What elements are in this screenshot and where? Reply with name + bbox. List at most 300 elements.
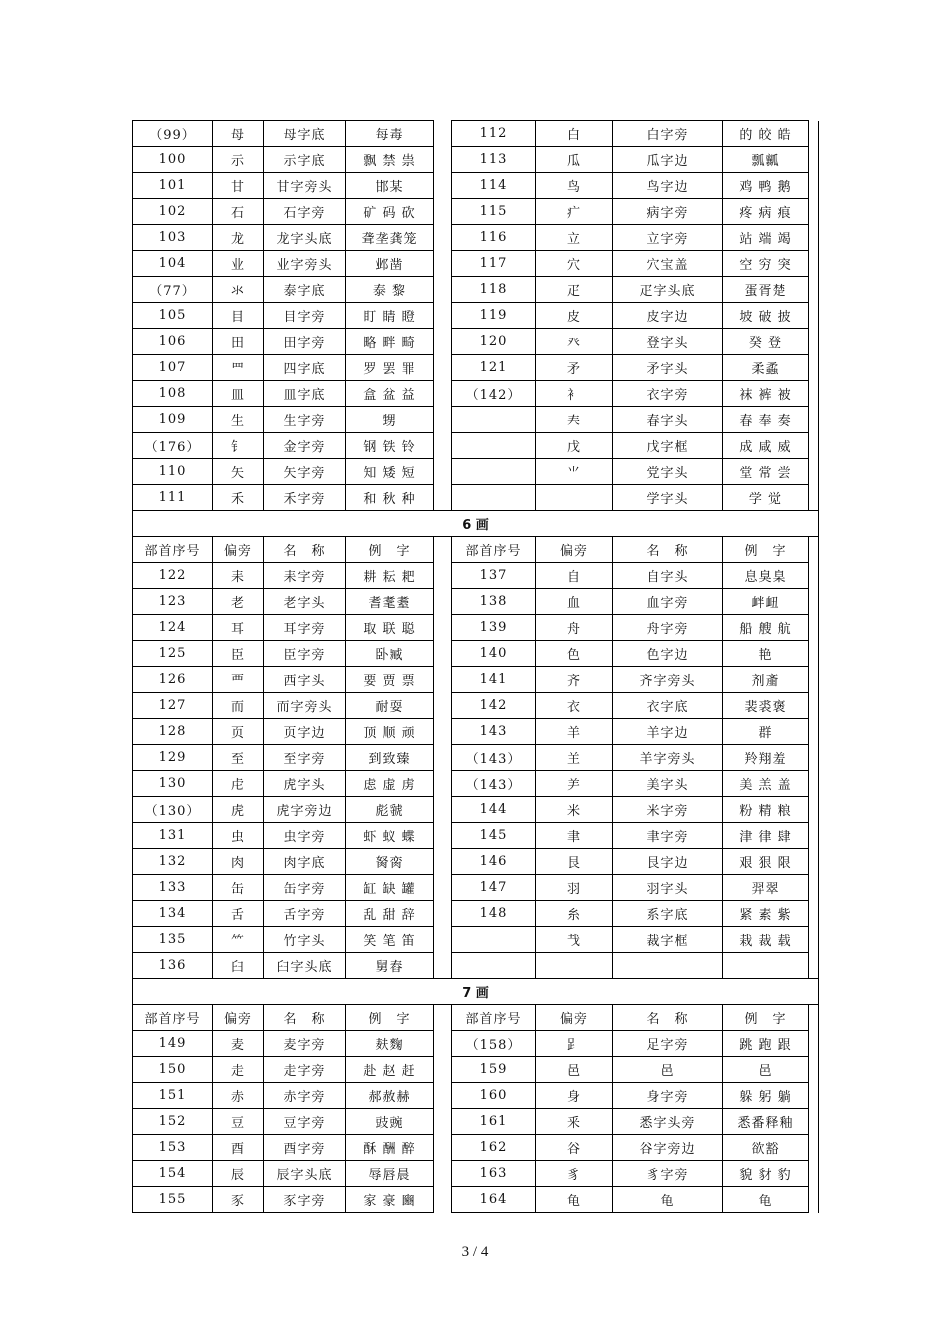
radical-index-cell: 114 [452, 173, 536, 199]
radical-cell: 肉 [213, 849, 264, 875]
radical-cell: 覀 [213, 667, 264, 693]
radical-cell: 虍 [213, 771, 264, 797]
radical-index-cell: 163 [452, 1161, 536, 1187]
right-margin-cell [809, 589, 819, 615]
stroke-section-title: 6 画 [133, 511, 819, 537]
radical-name-cell: 春字头 [613, 407, 723, 433]
radical-name-cell: 白字旁 [613, 121, 723, 147]
column-gap [434, 199, 452, 225]
radical-cell: 羊 [536, 719, 613, 745]
radical-cell: 瓜 [536, 147, 613, 173]
example-chars-cell: 衅衄 [723, 589, 809, 615]
radical-cell: 酉 [213, 1135, 264, 1161]
right-margin-cell [809, 849, 819, 875]
radical-name-cell: 裁字框 [613, 927, 723, 953]
stroke-section-title-row [133, 979, 819, 1005]
table-row [133, 1187, 819, 1213]
column-gap [434, 953, 452, 979]
radical-index-cell: （158） [452, 1031, 536, 1057]
example-chars-cell: 罗 罢 罪 [346, 355, 434, 381]
radical-name-cell: 四字底 [264, 355, 346, 381]
radical-index-cell: 107 [133, 355, 213, 381]
table-row [133, 251, 819, 277]
column-gap [434, 1109, 452, 1135]
column-gap [434, 147, 452, 173]
radical-cell: 臣 [213, 641, 264, 667]
radical-name-cell: 血字旁 [613, 589, 723, 615]
example-chars-cell: 艳 [723, 641, 809, 667]
example-chars-cell: 羚翔羞 [723, 745, 809, 771]
radical-index-cell: 141 [452, 667, 536, 693]
radical-name-cell: 聿字旁 [613, 823, 723, 849]
column-gap [434, 1031, 452, 1057]
table-row [133, 875, 819, 901]
radical-index-cell: 159 [452, 1057, 536, 1083]
column-gap [434, 849, 452, 875]
radical-index-cell: 124 [133, 615, 213, 641]
radical-cell: 老 [213, 589, 264, 615]
column-gap [434, 1161, 452, 1187]
radical-name-cell: 戊字框 [613, 433, 723, 459]
example-chars-cell: 辱唇晨 [346, 1161, 434, 1187]
column-header: 例 字 [723, 1005, 809, 1031]
radical-cell: 癶 [536, 329, 613, 355]
radical-index-cell: 143 [452, 719, 536, 745]
radical-name-cell: 缶字旁 [264, 875, 346, 901]
column-gap [434, 537, 452, 563]
radical-name-cell: 虫字旁 [264, 823, 346, 849]
column-header: 部首序号 [133, 1005, 213, 1031]
radical-index-cell: 133 [133, 875, 213, 901]
example-chars-cell: 悉番释釉 [723, 1109, 809, 1135]
column-gap [434, 927, 452, 953]
radical-cell: 色 [536, 641, 613, 667]
radical-name-cell: 麦字旁 [264, 1031, 346, 1057]
table-row [133, 719, 819, 745]
right-margin-cell [809, 1005, 819, 1031]
table-row [133, 147, 819, 173]
radical-name-cell: 矛字头 [613, 355, 723, 381]
radical-name-cell: 邑 [613, 1057, 723, 1083]
radical-table-body [133, 121, 819, 1213]
column-gap [434, 277, 452, 303]
right-margin-cell [809, 433, 819, 459]
radical-index-cell: 134 [133, 901, 213, 927]
radical-index-cell: 123 [133, 589, 213, 615]
radical-cell: ⺌ [536, 459, 613, 485]
radical-name-cell: 肉字底 [264, 849, 346, 875]
radical-index-cell: 132 [133, 849, 213, 875]
radical-name-cell: 学字头 [613, 485, 723, 511]
radical-name-cell: 谷字旁边 [613, 1135, 723, 1161]
radical-cell: 身 [536, 1083, 613, 1109]
example-chars-cell: 艰 狠 限 [723, 849, 809, 875]
example-chars-cell: 到致臻 [346, 745, 434, 771]
radical-name-cell: 龙字头底 [264, 225, 346, 251]
example-chars-cell: 知 矮 短 [346, 459, 434, 485]
radical-cell: 氺 [213, 277, 264, 303]
radical-cell: 至 [213, 745, 264, 771]
column-gap [434, 225, 452, 251]
right-margin-cell [809, 1031, 819, 1057]
radical-name-cell: 赤字旁 [264, 1083, 346, 1109]
radical-index-cell: 112 [452, 121, 536, 147]
radical-index-cell: 161 [452, 1109, 536, 1135]
radical-cell: 糸 [536, 901, 613, 927]
radical-cell: 舌 [213, 901, 264, 927]
example-chars-cell: 虑 虚 虏 [346, 771, 434, 797]
radical-cell: 虫 [213, 823, 264, 849]
right-margin-cell [809, 875, 819, 901]
radical-name-cell: 瓜字边 [613, 147, 723, 173]
radical-name-cell: 舟字旁 [613, 615, 723, 641]
radical-cell: 𧾷 [536, 1031, 613, 1057]
radical-index-cell: 164 [452, 1187, 536, 1213]
radical-index-cell: 151 [133, 1083, 213, 1109]
column-gap [434, 1005, 452, 1031]
radical-index-cell: 155 [133, 1187, 213, 1213]
example-chars-cell: 卧臧 [346, 641, 434, 667]
column-gap [434, 719, 452, 745]
table-row [133, 459, 819, 485]
example-chars-cell: 郝赦赫 [346, 1083, 434, 1109]
example-chars-cell: 春 奉 奏 [723, 407, 809, 433]
right-margin-cell [809, 1057, 819, 1083]
radical-index-cell: 138 [452, 589, 536, 615]
radical-name-cell: 衣字旁 [613, 381, 723, 407]
column-header: 偏旁 [536, 1005, 613, 1031]
right-margin-cell [809, 459, 819, 485]
radical-cell: 龟 [536, 1187, 613, 1213]
radical-index-cell: 136 [133, 953, 213, 979]
example-chars-cell: 津 律 肆 [723, 823, 809, 849]
table-row [133, 823, 819, 849]
radical-index-cell: 118 [452, 277, 536, 303]
radical-index-cell [452, 459, 536, 485]
table-row [133, 745, 819, 771]
table-row [133, 901, 819, 927]
example-chars-cell: 站 端 竭 [723, 225, 809, 251]
column-gap [434, 901, 452, 927]
example-chars-cell: 息臭臬 [723, 563, 809, 589]
stroke-section-title: 7 画 [133, 979, 819, 1005]
example-chars-cell: 取 联 聪 [346, 615, 434, 641]
radical-name-cell: 石字旁 [264, 199, 346, 225]
radical-name-cell: 豕字旁 [264, 1187, 346, 1213]
radical-name-cell: 酉字旁 [264, 1135, 346, 1161]
example-chars-cell: 剂齑 [723, 667, 809, 693]
table-row [133, 953, 819, 979]
radical-index-cell: 150 [133, 1057, 213, 1083]
table-row [133, 121, 819, 147]
radical-cell: 甘 [213, 173, 264, 199]
radical-index-cell [452, 927, 536, 953]
radical-index-cell: （142） [452, 381, 536, 407]
column-gap [434, 329, 452, 355]
column-gap [434, 823, 452, 849]
example-chars-cell: 群 [723, 719, 809, 745]
radical-name-cell: 目字旁 [264, 303, 346, 329]
radical-index-cell: 126 [133, 667, 213, 693]
radical-cell: 辰 [213, 1161, 264, 1187]
example-chars-cell: 癸 登 [723, 329, 809, 355]
example-chars-cell: 堂 常 尝 [723, 459, 809, 485]
column-gap [434, 615, 452, 641]
radical-index-cell: 102 [133, 199, 213, 225]
radical-index-cell: 154 [133, 1161, 213, 1187]
radical-index-cell: 131 [133, 823, 213, 849]
radical-cell: 鸟 [536, 173, 613, 199]
example-chars-cell: 疼 病 痕 [723, 199, 809, 225]
column-gap [434, 121, 452, 147]
radical-index-cell: 147 [452, 875, 536, 901]
radical-index-cell: 152 [133, 1109, 213, 1135]
table-row [133, 433, 819, 459]
column-header: 名 称 [264, 537, 346, 563]
table-row [133, 641, 819, 667]
radical-cell: 目 [213, 303, 264, 329]
radical-name-cell: 示字底 [264, 147, 346, 173]
radical-name-cell: 至字旁 [264, 745, 346, 771]
radical-index-cell: 101 [133, 173, 213, 199]
radical-index-cell: 162 [452, 1135, 536, 1161]
example-chars-cell: 矿 码 砍 [346, 199, 434, 225]
radical-name-cell: 禾字旁 [264, 485, 346, 511]
radical-index-cell [452, 433, 536, 459]
radical-name-cell: 虎字旁边 [264, 797, 346, 823]
radical-name-cell: 党字头 [613, 459, 723, 485]
radical-cell: 麦 [213, 1031, 264, 1057]
column-header: 名 称 [613, 537, 723, 563]
table-row [133, 693, 819, 719]
example-chars-cell: 紧 素 紫 [723, 901, 809, 927]
example-chars-cell: 盒 盆 益 [346, 381, 434, 407]
radical-index-cell: 100 [133, 147, 213, 173]
radical-cell: 舟 [536, 615, 613, 641]
radical-name-cell: 羽字头 [613, 875, 723, 901]
example-chars-cell: 钢 铁 铃 [346, 433, 434, 459]
example-chars-cell: 乱 甜 辞 [346, 901, 434, 927]
example-chars-cell: 缸 缺 罐 [346, 875, 434, 901]
radical-index-cell: 153 [133, 1135, 213, 1161]
radical-cell: 疋 [536, 277, 613, 303]
radical-cell [536, 485, 613, 511]
example-chars-cell: 盯 睛 瞪 [346, 303, 434, 329]
radical-index-cell: 129 [133, 745, 213, 771]
radical-name-cell: 皮字边 [613, 303, 723, 329]
radical-name-cell: 艮字边 [613, 849, 723, 875]
right-margin-cell [809, 667, 819, 693]
radical-index-cell: 115 [452, 199, 536, 225]
example-chars-cell: 胬脔 [346, 849, 434, 875]
right-margin-cell [809, 641, 819, 667]
radical-cell [536, 953, 613, 979]
example-chars-cell: 泰 黎 [346, 277, 434, 303]
example-chars-cell: 跳 跑 跟 [723, 1031, 809, 1057]
example-chars-cell: 甥 [346, 407, 434, 433]
right-margin-cell [809, 719, 819, 745]
radical-index-cell: 149 [133, 1031, 213, 1057]
radical-name-cell: 豸字旁 [613, 1161, 723, 1187]
radical-name-cell [613, 953, 723, 979]
example-chars-cell: 和 秋 种 [346, 485, 434, 511]
radical-index-cell: （130） [133, 797, 213, 823]
example-chars-cell: 粉 精 粮 [723, 797, 809, 823]
radical-name-cell: 田字旁 [264, 329, 346, 355]
table-row [133, 1109, 819, 1135]
radical-name-cell: 耒字旁 [264, 563, 346, 589]
radical-cell: ⺮ [213, 927, 264, 953]
table-row [133, 927, 819, 953]
table-row [133, 1161, 819, 1187]
radical-index-cell: （176） [133, 433, 213, 459]
radical-cell: 血 [536, 589, 613, 615]
radical-index-cell: 105 [133, 303, 213, 329]
table-row [133, 303, 819, 329]
radical-index-cell: 128 [133, 719, 213, 745]
radical-name-cell: 虎字头 [264, 771, 346, 797]
example-chars-cell: 耆耄耋 [346, 589, 434, 615]
radical-index-cell: 142 [452, 693, 536, 719]
right-margin-cell [809, 771, 819, 797]
example-chars-cell: 耕 耘 耙 [346, 563, 434, 589]
radical-name-cell: 辰字头底 [264, 1161, 346, 1187]
column-header: 例 字 [723, 537, 809, 563]
column-header: 部首序号 [133, 537, 213, 563]
radical-cell: 龙 [213, 225, 264, 251]
column-header-row [133, 537, 819, 563]
radical-name-cell: 羊字边 [613, 719, 723, 745]
right-margin-cell [809, 329, 819, 355]
radical-name-cell: 羊字旁头 [613, 745, 723, 771]
radical-index-cell: （77） [133, 277, 213, 303]
right-margin-cell [809, 615, 819, 641]
radical-cell: 米 [536, 797, 613, 823]
table-row [133, 381, 819, 407]
example-chars-cell: 聋垄龚笼 [346, 225, 434, 251]
radical-name-cell: 疋字头底 [613, 277, 723, 303]
radical-index-cell: 160 [452, 1083, 536, 1109]
example-chars-cell: 要 贾 票 [346, 667, 434, 693]
example-chars-cell: 飘 禁 祟 [346, 147, 434, 173]
table-row [133, 277, 819, 303]
column-gap [434, 485, 452, 511]
right-margin-cell [809, 121, 819, 147]
example-chars-cell: 鸡 鸭 鹅 [723, 173, 809, 199]
radical-index-cell: 119 [452, 303, 536, 329]
right-margin-cell [809, 1187, 819, 1213]
example-chars-cell: 家 豪 豳 [346, 1187, 434, 1213]
example-chars-cell: 顶 顺 顽 [346, 719, 434, 745]
radical-index-cell: 116 [452, 225, 536, 251]
table-row [133, 485, 819, 511]
radical-index-cell: 144 [452, 797, 536, 823]
radical-cell: 羽 [536, 875, 613, 901]
radical-cell: 皿 [213, 381, 264, 407]
example-chars-cell: 袜 裤 被 [723, 381, 809, 407]
radical-cell: 石 [213, 199, 264, 225]
radical-cell: 衣 [536, 693, 613, 719]
right-margin-cell [809, 1109, 819, 1135]
radical-cell: 艮 [536, 849, 613, 875]
example-chars-cell: 的 皎 皓 [723, 121, 809, 147]
radical-name-cell: 舌字旁 [264, 901, 346, 927]
radical-name-cell: 业字旁头 [264, 251, 346, 277]
radical-index-cell: 108 [133, 381, 213, 407]
radical-cell: 田 [213, 329, 264, 355]
column-gap [434, 745, 452, 771]
radical-index-cell: 137 [452, 563, 536, 589]
radical-index-cell: 148 [452, 901, 536, 927]
example-chars-cell: 裴裘褒 [723, 693, 809, 719]
radical-name-cell: 齐字旁头 [613, 667, 723, 693]
column-gap [434, 303, 452, 329]
radical-name-cell: 矢字旁 [264, 459, 346, 485]
example-chars-cell: 邺凿 [346, 251, 434, 277]
column-gap [434, 589, 452, 615]
radical-name-cell: 足字旁 [613, 1031, 723, 1057]
radical-index-cell: （99） [133, 121, 213, 147]
table-row [133, 1031, 819, 1057]
column-gap [434, 1135, 452, 1161]
column-header: 例 字 [346, 537, 434, 563]
radical-index-cell: 111 [133, 485, 213, 511]
table-row [133, 1057, 819, 1083]
radical-name-cell: 立字旁 [613, 225, 723, 251]
right-margin-cell [809, 1161, 819, 1187]
right-margin-cell [809, 485, 819, 511]
column-gap [434, 407, 452, 433]
radical-index-cell: 145 [452, 823, 536, 849]
radical-index-cell: 139 [452, 615, 536, 641]
table-row [133, 589, 819, 615]
radical-index-cell: 127 [133, 693, 213, 719]
example-chars-cell: 虾 蚁 蝶 [346, 823, 434, 849]
right-margin-cell [809, 1083, 819, 1109]
radical-name-cell: 金字旁 [264, 433, 346, 459]
radical-name-cell: 登字头 [613, 329, 723, 355]
column-header: 部首序号 [452, 1005, 536, 1031]
page-number: 3 / 4 [461, 1244, 489, 1260]
example-chars-cell: 空 穷 突 [723, 251, 809, 277]
radical-cell: 衤 [536, 381, 613, 407]
right-margin-cell [809, 745, 819, 771]
table-row [133, 329, 819, 355]
radical-cell: 耳 [213, 615, 264, 641]
example-chars-cell: 瓢瓤 [723, 147, 809, 173]
radical-name-cell: 竹字头 [264, 927, 346, 953]
right-margin-cell [809, 173, 819, 199]
radical-name-cell: 米字旁 [613, 797, 723, 823]
radical-cell: 赤 [213, 1083, 264, 1109]
radical-name-cell: 身字旁 [613, 1083, 723, 1109]
stroke-section-title-row [133, 511, 819, 537]
column-gap [434, 641, 452, 667]
radical-name-cell: 臼字头底 [264, 953, 346, 979]
radical-cell: 皮 [536, 303, 613, 329]
example-chars-cell: 羿翠 [723, 875, 809, 901]
radical-cell: 母 [213, 121, 264, 147]
radical-index-cell: 104 [133, 251, 213, 277]
radical-cell: 白 [536, 121, 613, 147]
radical-cell: 缶 [213, 875, 264, 901]
table-row [133, 225, 819, 251]
table-row [133, 355, 819, 381]
radical-cell: 疒 [536, 199, 613, 225]
radical-name-cell: 皿字底 [264, 381, 346, 407]
radical-cell: 示 [213, 147, 264, 173]
radical-cell: 邑 [536, 1057, 613, 1083]
